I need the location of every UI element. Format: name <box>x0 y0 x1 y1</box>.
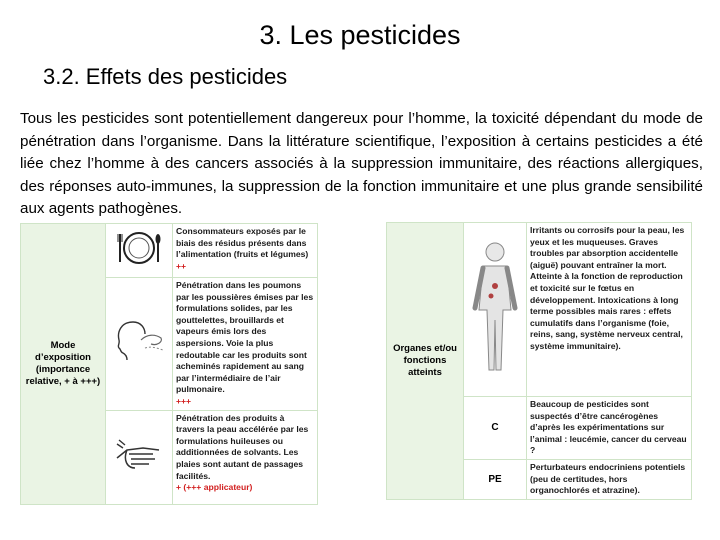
organs-cancer-cell: Beaucoup de pesticides sont suspectés d’être cancérogènes d’après les expérimentations sur l’animal : leucémie, cancer du cerveau ? <box>527 397 692 460</box>
section-subtitle: 3.2. Effets des pesticides <box>43 64 288 89</box>
body-paragraph: Tous les pesticides sont potentiellement dangereux pour l’homme, la toxicité dépendant du mode de pénétration dans l’organisme. Dans la littérature scientifique, l’exposition à certains pesticides a été liée chez l’homme à des cancers associés à la suppression immunitaire, des réactions allergiques, des réponses auto-immunes, la suppression de la fonction immunitaire et une plus grande sensibilité aux agents pathogènes. <box>20 110 703 217</box>
category-c-label: C <box>464 397 527 460</box>
organs-endocrine-cell: Perturbateurs endocriniens potentiels (peu de certitudes, hors organochlorés et atrazine). <box>527 459 692 499</box>
plate-icon <box>106 224 173 278</box>
page-title: 3. Les pesticides <box>259 20 461 50</box>
exposure-skin-cell: Pénétration des produits à travers la peau accélérée par les formulations huileuses ou additionnées de solvants. Les plaies sont autant de passages facilités. + (+++ applicateur) <box>173 410 318 504</box>
exposure-table <box>20 223 318 505</box>
hand-icon <box>106 410 173 504</box>
exposure-row-header: Mode d’exposition (importance relative, + à +++) <box>21 224 106 505</box>
breathing-face-icon <box>106 278 173 411</box>
exposure-food-cell: Consommateurs exposés par le biais des résidus présents dans l’alimentation (fruits et légumes) ++ <box>173 224 318 278</box>
exposure-inhalation-cell: Pénétration dans les poumons par les poussières émises par les formulations solides, par les gouttelettes, brouillards et vapeurs émis lors des aspersions. Voie la plus redoutable car les produits sont acheminés rapidement au sang par l’intermédiaire de l’air pulmonaire. +++ <box>173 278 318 411</box>
category-pe-label: PE <box>464 459 527 499</box>
organs-general-effects-cell: Irritants ou corrosifs pour la peau, les yeux et les muqueuses. Graves troubles par absorption accidentelle (aiguë) pouvant entraîner la mort. Atteinte à la fonction de reproduction et toxicité sur le fœtus en développement. Intoxications à long terme possibles mais rares : effets cumulatifs dans l’organisme (foie, reins, sang, système nerveux central, système immunitaire). <box>527 223 692 397</box>
organs-table <box>386 222 692 500</box>
organs-row-header: Organes et/ou fonctions atteints <box>387 223 464 500</box>
human-body-icon <box>464 223 527 397</box>
